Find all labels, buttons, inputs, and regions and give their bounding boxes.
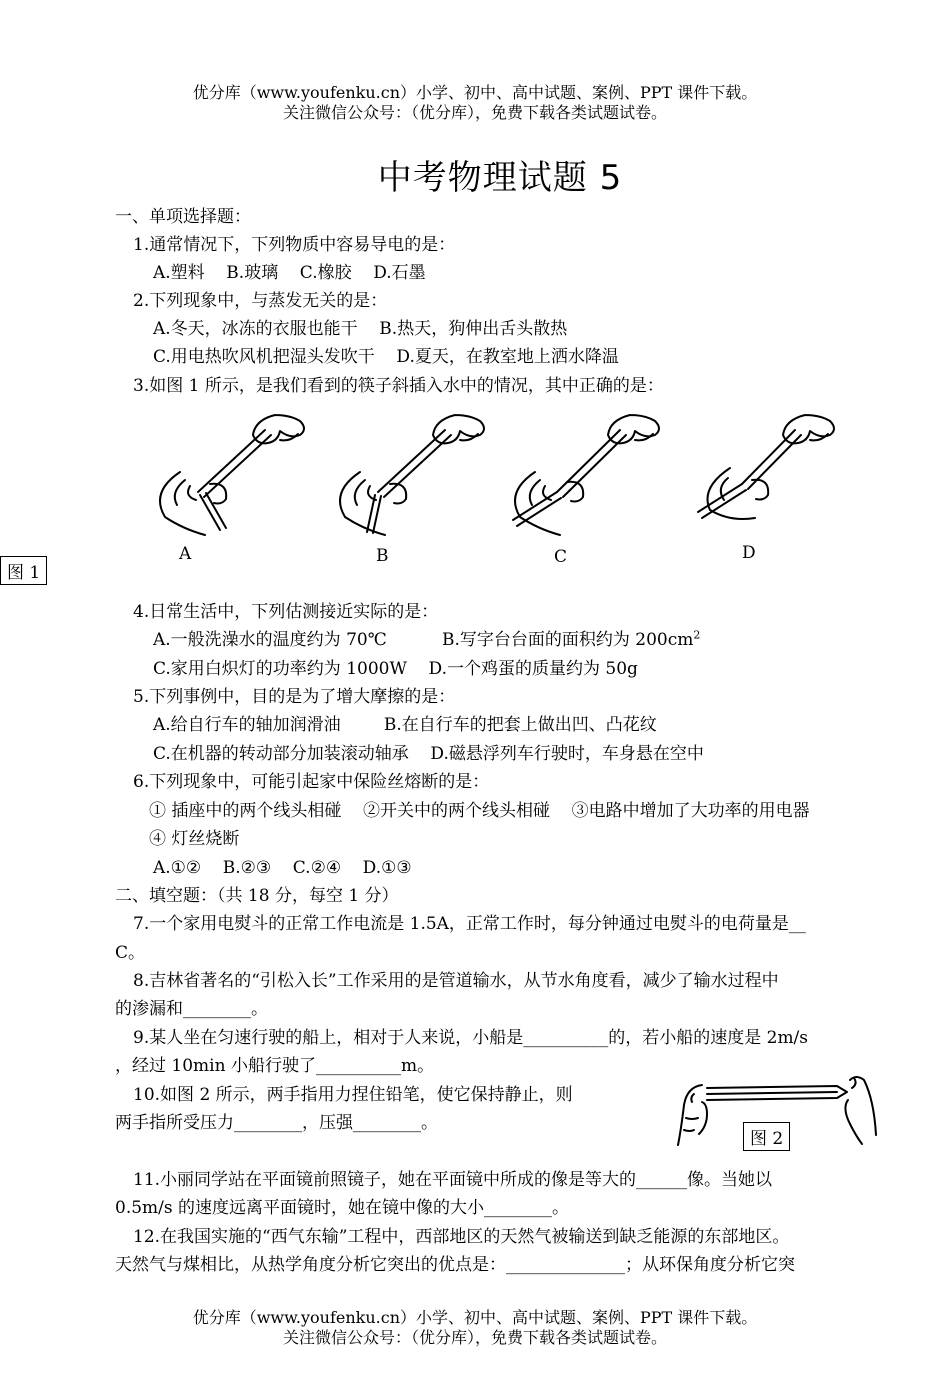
- q8-line-1: 8.吉林省著名的“引松入长”工作采用的是管道输水，从节水角度看，减少了输水过程中: [133, 971, 779, 991]
- q6-options: A.①② B.②③ C.②④ D.①③: [153, 858, 412, 878]
- q5-options-row-2: C.在机器的转动部分加装滚动轴承 D.磁悬浮列车行驶时，车身悬在空中: [153, 744, 704, 764]
- q5-stem: 5.下列事例中，目的是为了增大摩擦的是：: [133, 687, 456, 707]
- figure-1-caption: 图 1: [0, 556, 47, 585]
- section-2-heading: 二、填空题：（共 18 分，每空 1 分）: [115, 886, 399, 906]
- q2-options-row-2: C.用电热吹风机把湿头发吹干 D.夏天，在教室地上洒水降温: [153, 347, 619, 367]
- q10-line-2: 两手指所受压力________，压强________。: [115, 1113, 438, 1133]
- q5-options-row-1: A.给自行车的轴加润滑油 B.在自行车的把套上做出凹、凸花纹: [153, 715, 657, 735]
- figure-1-panel-d: [698, 415, 834, 519]
- footer-line-1: 优分库（www.youfenku.cn）小学、初中、高中试题、案例、PPT 课件下载。: [192, 1308, 758, 1327]
- figure-1-panel-b: [340, 415, 484, 535]
- q12-line-2: 天然气与煤相比，从热学角度分析它突出的优点是：______________；从环保角度分析它突: [115, 1255, 795, 1275]
- q8-line-2: 的渗漏和________。: [115, 999, 268, 1019]
- q7-line-1: 7.一个家用电熨斗的正常工作电流是 1.5A，正常工作时，每分钟通过电熨斗的电荷量是__: [133, 914, 806, 934]
- q4-stem: 4.日常生活中，下列估测接近实际的是：: [133, 602, 439, 622]
- q1-options: A.塑料 B.玻璃 C.橡胶 D.石墨: [153, 263, 426, 283]
- figure-1-label-a: A: [179, 544, 192, 564]
- q2-options-row-1: A.冬天，冰冻的衣服也能干 B.热天，狗伸出舌头散热: [153, 319, 568, 339]
- figure-1-panel-a: [160, 415, 304, 535]
- q4-option-a: A.一般洗澡水的温度约为 70℃: [153, 630, 387, 650]
- footer-line-2: 关注微信公众号：（优分库），免费下载各类试题试卷。: [282, 1328, 667, 1347]
- q3-stem: 3.如图 1 所示，是我们看到的筷子斜插入水中的情况，其中正确的是：: [133, 376, 664, 396]
- q11-line-1: 11.小丽同学站在平面镜前照镜子，她在平面镜中所成的像是等大的______像。当她以: [133, 1170, 773, 1190]
- header-line-1: 优分库（www.youfenku.cn）小学、初中、高中试题、案例、PPT 课件下载。: [192, 83, 758, 102]
- q4-option-b: B.写字台台面的面积约为 $200cm^2$: [442, 628, 701, 650]
- q1-stem: 1.通常情况下，下列物质中容易导电的是：: [133, 235, 456, 255]
- q9-line-2: ，经过 10min 小船行驶了__________m。: [115, 1056, 435, 1076]
- q9-line-1: 9.某人坐在匀速行驶的船上，相对于人来说，小船是__________的，若小船的速度是 2m/s: [133, 1028, 809, 1048]
- q7-line-2: C。: [115, 943, 146, 963]
- q4-option-b-superscript: 2: [693, 628, 701, 642]
- q4-options-row-2: C.家用白炽灯的功率约为 1000W D.一个鸡蛋的质量约为 50g: [153, 659, 638, 679]
- q10-line-1: 10.如图 2 所示，两手指用力捏住铅笔，使它保持静止，则: [133, 1085, 573, 1105]
- figure-1-label-b: B: [376, 546, 389, 566]
- q6-items-row-1: ① 插座中的两个线头相碰 ②开关中的两个线头相碰 ③电路中增加了大功率的用电器: [149, 801, 810, 821]
- page-title: 中考物理试题 5: [377, 158, 623, 198]
- header-line-2: 关注微信公众号：（优分库），免费下载各类试题试卷。: [282, 103, 667, 122]
- q12-line-1: 12.在我国实施的“西气东输”工程中，西部地区的天然气被输送到缺乏能源的东部地区。: [133, 1227, 790, 1247]
- q6-stem: 6.下列现象中，可能引起家中保险丝熔断的是：: [133, 772, 490, 792]
- q11-line-2: 0.5m/s 的速度远离平面镜时，她在镜中像的大小________。: [115, 1198, 570, 1218]
- q6-items-row-2: ④ 灯丝烧断: [149, 829, 240, 849]
- figure-1-label-c: C: [554, 547, 568, 567]
- figure-1-label-d: D: [742, 543, 756, 563]
- q2-stem: 2.下列现象中，与蒸发无关的是：: [133, 291, 388, 311]
- figure-1-panel-c: [513, 415, 659, 535]
- section-1-heading: 一、单项选择题：: [115, 207, 251, 227]
- figure-2-caption: 图 2: [743, 1122, 790, 1151]
